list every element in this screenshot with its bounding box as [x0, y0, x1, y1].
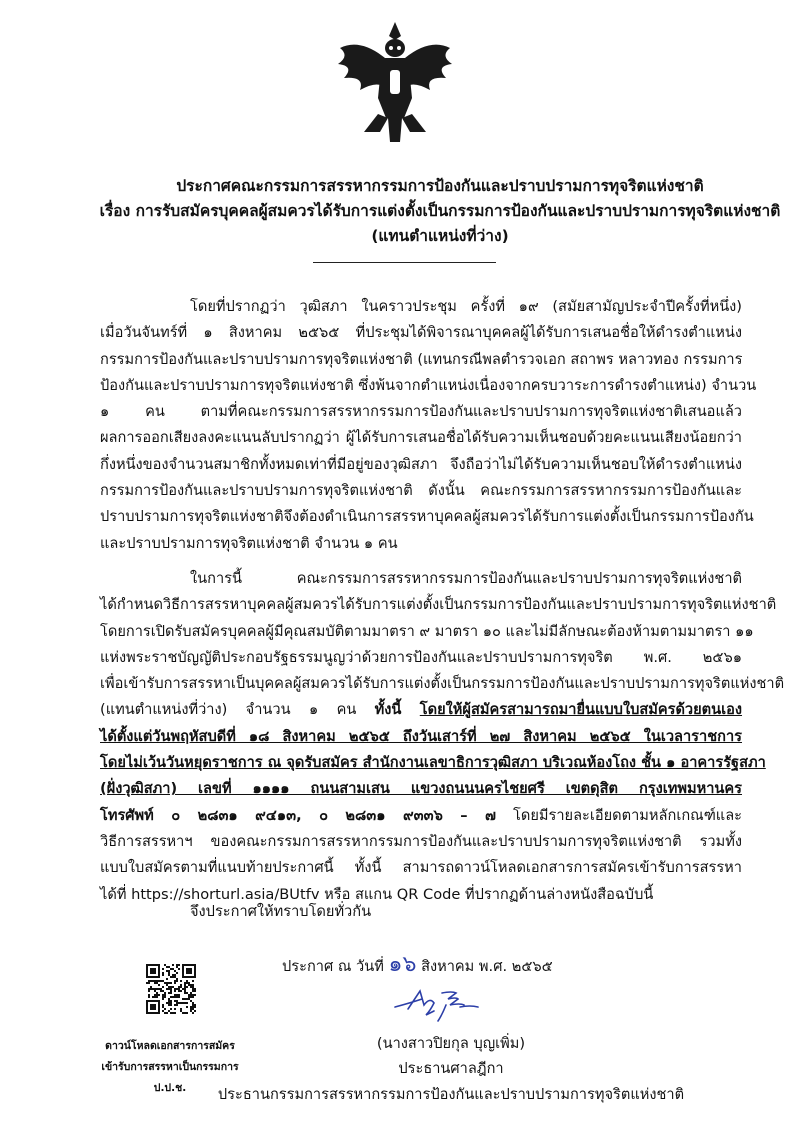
text-segment: (แทนตำแหน่งที่ว่าง) จำนวน ๑ คน [100, 701, 375, 719]
text-line: วิธีการสรรหาฯ ของคณะกรรมการสรรหากรรมการป้องกันและปราบปรามการทุจริตแห่งชาติ รวมทั้ง [100, 832, 742, 850]
text-line: กรรมการป้องกันและปราบปรามการทุจริตแห่งชาติ (แทนกรณีพลตำรวจเอก สถาพร หลาวทอง กรรมการ [100, 350, 743, 368]
phone-numbers: โทรศัพท์ ๐ ๒๘๓๑ ๙๔๑๓, ๐ ๒๘๓๑ ๙๓๓๖ – ๗ [100, 806, 496, 824]
text-line [100, 803, 742, 829]
text-line: แบบใบสมัครตามที่แนบท้ายประกาศนี้ ทั้งนี้ สามารถดาวน์โหลดเอกสารการสมัครเข้ารับการสรรหา [100, 859, 742, 877]
text-line: ได้กำหนดวิธีการสรรหาบุคคลผู้สมควรได้รับการแต่งตั้งเป็นกรรมการป้องกันและปราบปรามการทุจริตแห่งชาติ [100, 596, 777, 614]
signature-icon [390, 985, 490, 1025]
qr-caption-line: ดาวน์โหลดเอกสารการสมัคร [105, 1040, 235, 1052]
text-line: ป้องกันและปราบปรามการทุจริตแห่งชาติ ซึ่งพ้นจากตำแหน่งเนื่องจากครบวาระการดำรงตำแหน่ง) จำนวน [100, 376, 757, 394]
text-line: แห่งพระราชบัญญัติประกอบรัฐธรรมนูญว่าด้วยการป้องกันและปราบปรามการทุจริต พ.ศ. ๒๕๖๑ [100, 648, 742, 666]
closing-statement: จึงประกาศให้ทราบโดยทั่วกัน [190, 903, 372, 920]
announcement-date [282, 950, 553, 982]
announcement-title: ประกาศคณะกรรมการสรรหากรรมการป้องกันและปราบปรามการทุจริตแห่งชาติ [176, 177, 704, 195]
signatory-name: (นางสาวปิยกุล บุญเพิ่ม) [376, 1035, 526, 1052]
signatory-committee-position: ประธานกรรมการสรรหากรรมการป้องกันและปราบปรามการทุจริตแห่งชาติ [217, 1086, 685, 1103]
underlined-line: (ฝั่งวุฒิสภา) เลขที่ ๑๑๑๑ ถนนสามเสน แขวงถนนนครไชยศรี เขตดุสิต กรุงเทพมหานคร [100, 780, 742, 798]
qr-code-icon[interactable] [146, 964, 196, 1014]
text-line: และปราบปรามการทุจริตแห่งชาติ จำนวน ๑ คน [100, 534, 398, 552]
date-day: ๑๖ [388, 952, 417, 977]
text-line [100, 697, 742, 723]
date-prefix: ประกาศ ณ วันที่ [282, 958, 384, 975]
text-line: โดยการเปิดรับสมัครบุคคลผู้มีคุณสมบัติตามมาตรา ๙ มาตรา ๑๐ และไม่มีลักษณะต้องห้ามตามมาตรา ๑๑ [100, 622, 754, 640]
paragraph-1 [100, 294, 757, 557]
announcement-subject: เรื่อง การรับสมัครบุคคลผู้สมควรได้รับการแต่งตั้งเป็นกรรมการป้องกันและปราบปรามการทุจริตแห่งชาติ [99, 202, 781, 220]
signatory-position: ประธานศาลฎีกา [398, 1060, 504, 1077]
title-divider [313, 262, 496, 263]
url-line: ได้ที่ https://shorturl.asia/BUtfv หรือ สแกน QR Code ที่ปรากฏด้านล่างหนังสือฉบับนี้ [100, 885, 654, 903]
underlined-text: โดยให้ผู้สมัครสามารถมายื่นแบบใบสมัครด้วยตนเอง [419, 701, 743, 719]
garuda-emblem-icon [330, 18, 460, 148]
underlined-line: ได้ตั้งแต่วันพฤหัสบดีที่ ๑๘ สิงหาคม ๒๕๖๕ ถึงวันเสาร์ที่ ๒๗ สิงหาคม ๒๕๖๕ ในเวลาราชการ [100, 727, 742, 745]
date-suffix: สิงหาคม พ.ศ. ๒๕๖๕ [421, 958, 553, 975]
announcement-subtitle: (แทนตำแหน่งที่ว่าง) [371, 227, 509, 245]
text-segment: โดยมีรายละเอียดตามหลักเกณฑ์และ [513, 806, 742, 824]
text-line: ๑ คน ตามที่คณะกรรมการสรรหากรรมการป้องกันและปราบปรามการทุจริตแห่งชาติเสนอแล้ว [100, 403, 742, 421]
text-line: ผลการออกเสียงลงคะแนนลับปรากฏว่า ผู้ได้รับการเสนอชื่อได้รับความเห็นชอบด้วยคะแนนเสียงน้อยกว่า [100, 429, 742, 447]
emphasis-text: ทั้งนี้ [374, 701, 402, 719]
text-line: ในการนี้ คณะกรรมการสรรหากรรมการป้องกันและปราบปรามการทุจริตแห่งชาติ [190, 570, 742, 587]
text-line: โดยที่ปรากฏว่า วุฒิสภา ในคราวประชุม ครั้งที่ ๑๙ (สมัยสามัญประจำปีครั้งที่หนึ่ง) [190, 298, 742, 315]
text-line: กรรมการป้องกันและปราบปรามการทุจริตแห่งชาติ ดังนั้น คณะกรรมการสรรหากรรมการป้องกันและ [100, 482, 742, 500]
qr-caption-line: เข้ารับการสรรหาเป็นกรรมการ ป.ป.ช. [101, 1061, 239, 1094]
text-line: กึ่งหนึ่งของจำนวนสมาชิกทั้งหมดเท่าที่มีอยู่ของวุฒิสภา จึงถือว่าไม่ได้รับความเห็นชอบให้ดำรงตำแหน่ง [100, 455, 742, 473]
underlined-line: โดยไม่เว้นวันหยุดราชการ ณ จุดรับสมัคร สำนักงานเลขาธิการวุฒิสภา บริเวณห้องโถง ชั้น ๑ อาคารรัฐสภา [100, 754, 766, 772]
text-line: เมื่อวันจันทร์ที่ ๑ สิงหาคม ๒๕๖๕ ที่ประชุมได้พิจารณาบุคคลผู้ได้รับการเสนอชื่อให้ดำรงตำแหน่ง [100, 324, 742, 342]
paragraph-2 [100, 566, 785, 908]
text-line: ปราบปรามการทุจริตแห่งชาติจึงต้องดำเนินการสรรหาบุคคลผู้สมควรได้รับการแต่งตั้งเป็นกรรมการป้องกัน [100, 508, 754, 526]
text-line: เพื่อเข้ารับการสรรหาเป็นบุคคลผู้สมควรได้รับการแต่งตั้งเป็นกรรมการป้องกันและปราบปรามการทุจริตแห่งชาติ [100, 675, 785, 693]
